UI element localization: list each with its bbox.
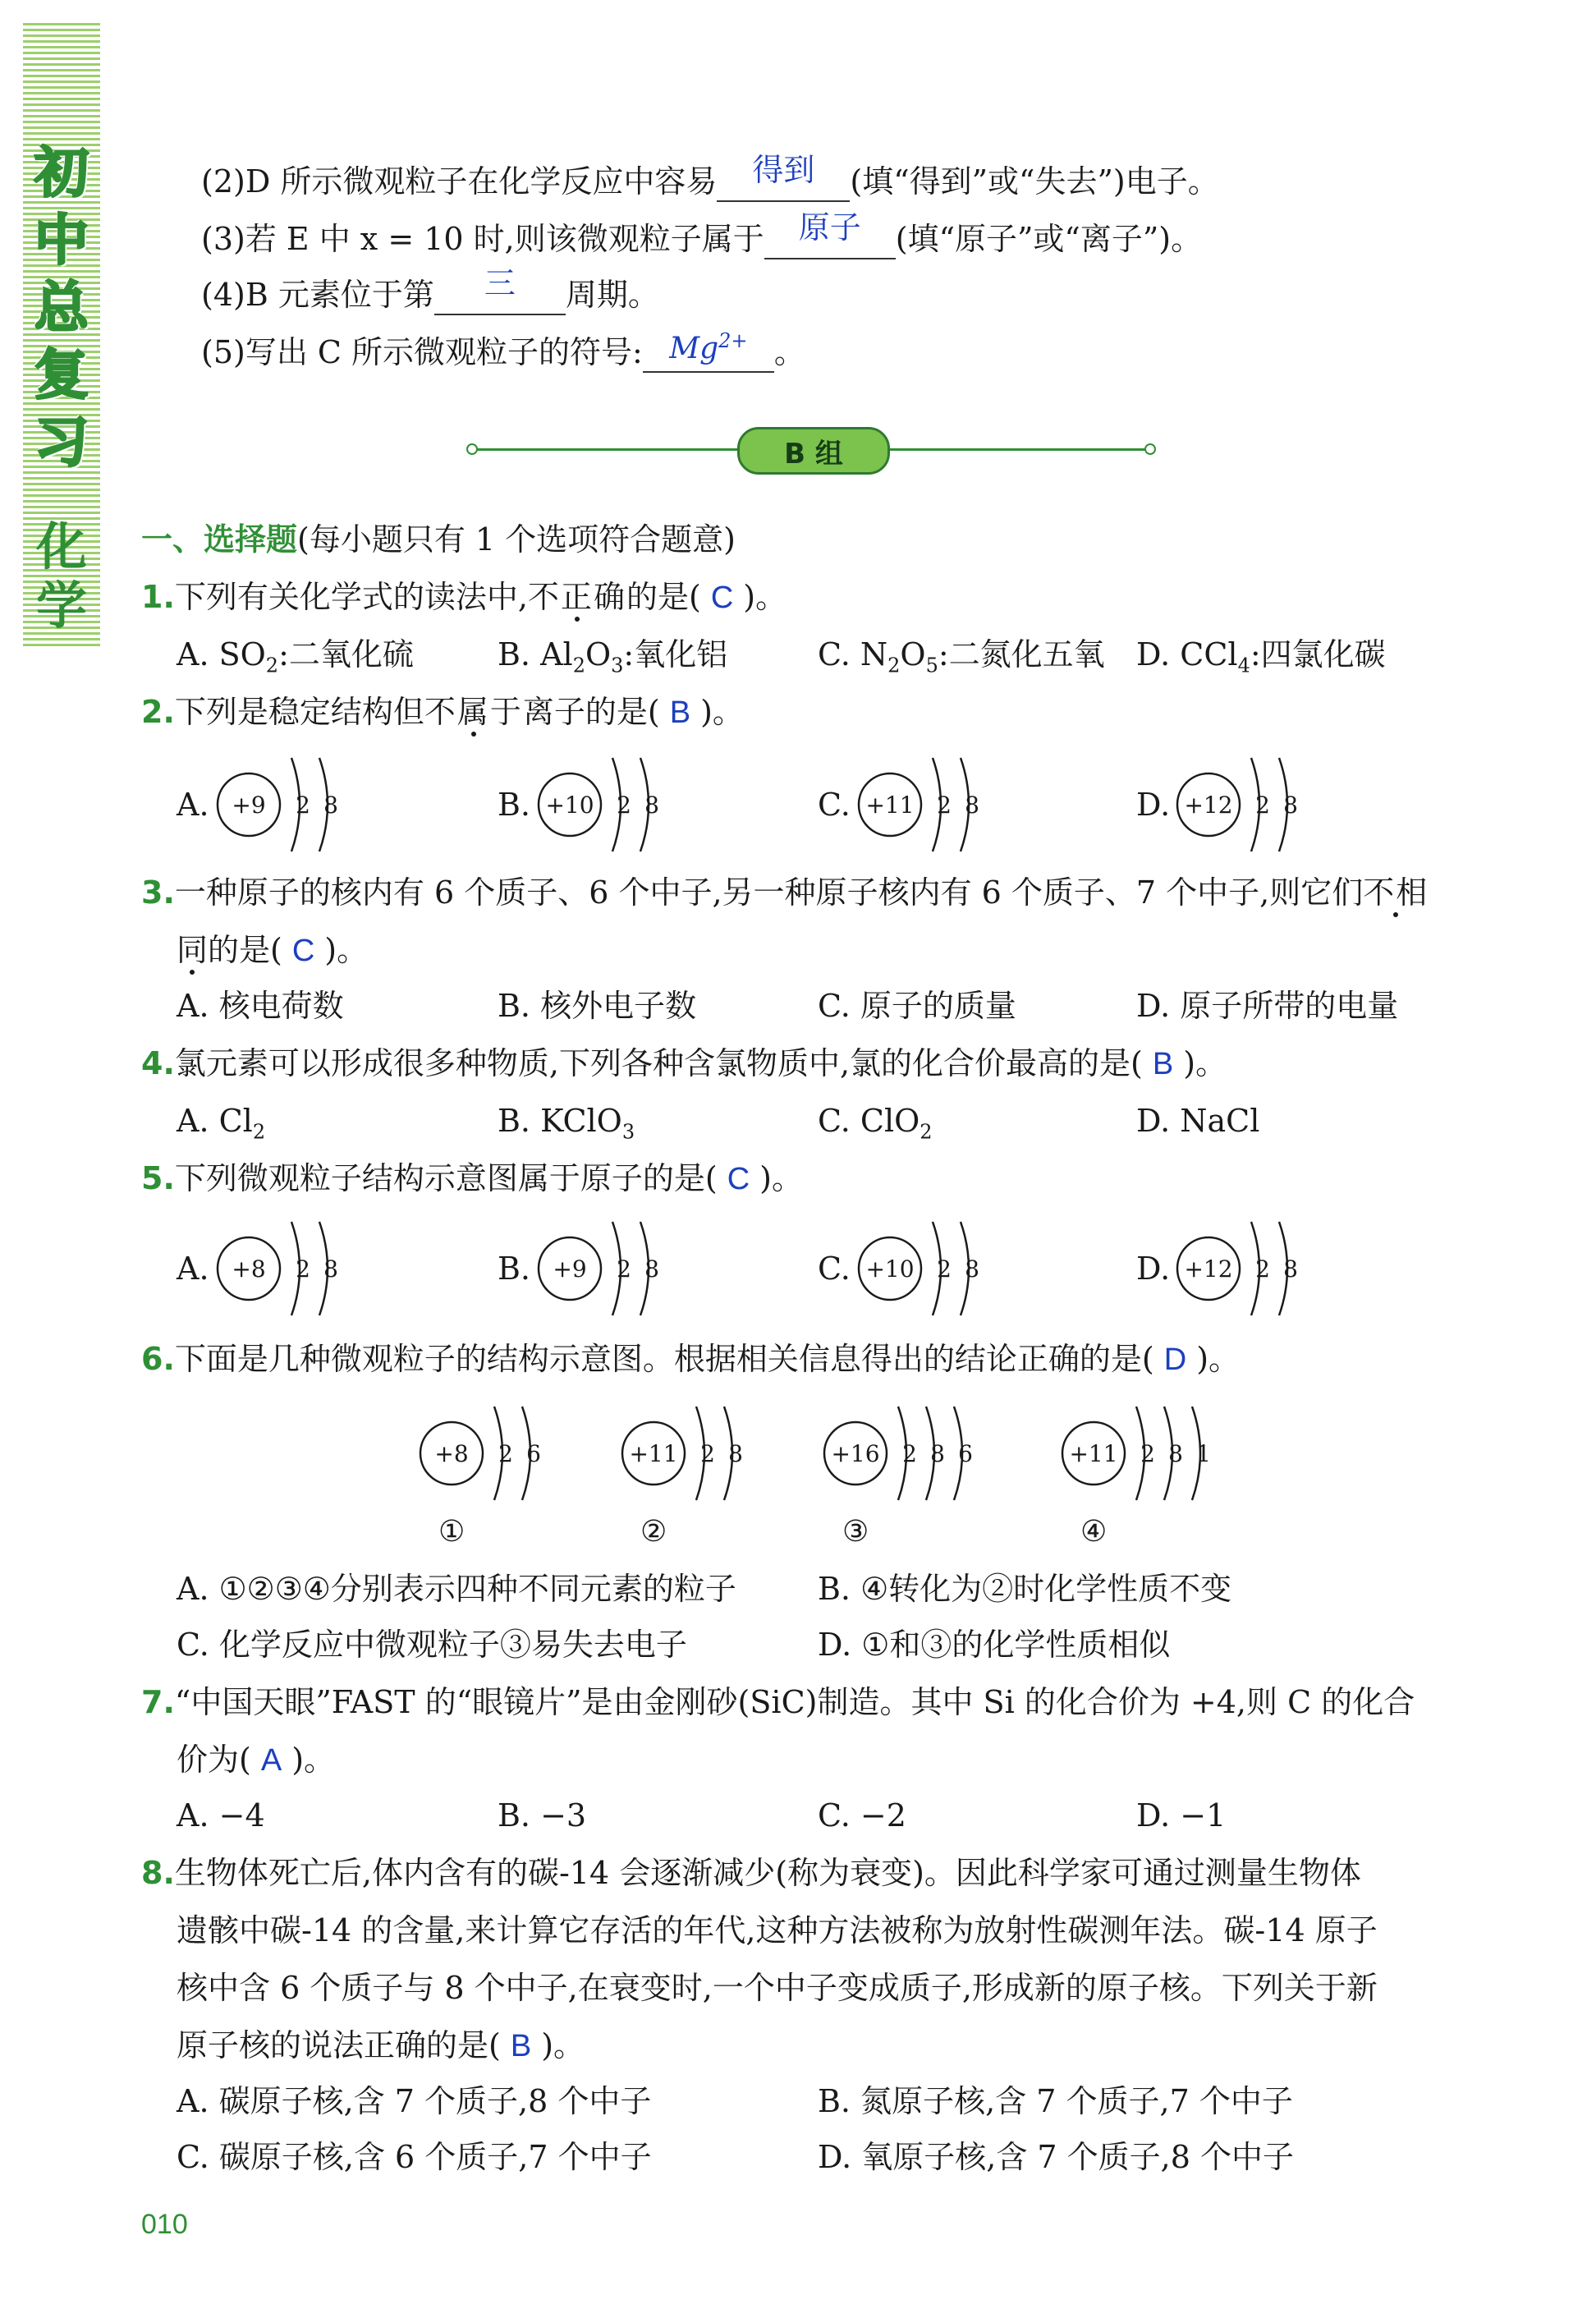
option-c: C. $N_2O_5$:二氮化五氧 bbox=[818, 636, 1105, 677]
question-8-line2: 遗骸中碳-14 的含量,来计算它存活的年代,这种方法被称为放射性碳测年法。碳-14 原子 bbox=[177, 1912, 1378, 1948]
answer-text: A bbox=[260, 1743, 282, 1778]
shell-electron-count: 2 bbox=[937, 1255, 952, 1283]
answer-text: C bbox=[710, 581, 734, 615]
shell-electron-count: 2 bbox=[498, 1440, 513, 1467]
option-b: B. 氮原子核,含 7 个质子,7 个中子 bbox=[818, 2083, 1293, 2119]
option-b: B. KClO$_3$ bbox=[498, 1103, 635, 1144]
shell-electron-count: 2 bbox=[1140, 1440, 1155, 1467]
prev-q3: (3)若 E 中 x = 10 时,则该微观粒子属于 原子 (填“原子”或“离子”)。 bbox=[201, 218, 1202, 259]
shell-electron-count: 8 bbox=[644, 792, 659, 819]
option-label: C. bbox=[818, 1251, 851, 1287]
nucleus-charge: +10 bbox=[865, 1255, 915, 1283]
answer-text: B bbox=[1152, 1047, 1174, 1081]
answer-text: C bbox=[727, 1162, 750, 1196]
shell-electron-count: 2 bbox=[700, 1440, 715, 1467]
side-title bbox=[23, 140, 100, 484]
atom-structure-diagram bbox=[855, 751, 1002, 858]
section-title: 一、选择题(每小题只有 1 个选项符合题意) bbox=[141, 521, 736, 558]
option-d: D. −1 bbox=[1136, 1797, 1227, 1834]
prev-q5: (5)写出 C 所示微观粒子的符号: $Mg^{2+}$ 。 bbox=[201, 332, 805, 373]
option-a: A. −4 bbox=[177, 1797, 265, 1834]
nucleus-charge: +9 bbox=[232, 792, 266, 819]
side-title-char: 复 bbox=[34, 343, 89, 406]
shell-electron-count: 8 bbox=[1168, 1440, 1183, 1467]
shell-electron-count: 8 bbox=[323, 792, 338, 819]
group-divider bbox=[466, 427, 1156, 473]
group-label: B 组 bbox=[737, 427, 890, 475]
option-c: C. 化学反应中微观粒子③易失去电子 bbox=[177, 1627, 687, 1663]
shell-electron-count: 2 bbox=[296, 792, 310, 819]
shell-electron-count: 8 bbox=[1283, 792, 1298, 819]
option-label: A. bbox=[177, 1251, 209, 1287]
shell-electron-count: 2 bbox=[296, 1255, 310, 1283]
question-3-cont: 同的是( C )。 bbox=[177, 929, 368, 971]
diagram-number: ③ bbox=[842, 1515, 869, 1549]
side-title-char: 初 bbox=[34, 141, 89, 204]
prev-q2: (2)D 所示微观粒子在化学反应中容易 得到 (填“得到”或“失去”)电子。 bbox=[201, 161, 1219, 202]
shell-electron-count: 8 bbox=[965, 1255, 979, 1283]
question-2: 2.下列是稳定结构但不属于离子的是( B )。 bbox=[141, 691, 744, 733]
option-d: D. 氧原子核,含 7 个质子,8 个中子 bbox=[818, 2139, 1295, 2175]
question-8-line4: 原子核的说法正确的是( B )。 bbox=[177, 2025, 585, 2067]
prev-q4: (4)B 元素位于第 三 周期。 bbox=[201, 274, 659, 315]
answer-text: 原子 bbox=[798, 211, 861, 246]
question-7-cont: 价为( A )。 bbox=[177, 1739, 335, 1781]
shell-electron-count: 8 bbox=[930, 1440, 945, 1467]
answer-text: D bbox=[1163, 1342, 1187, 1377]
shell-electron-count: 1 bbox=[1196, 1440, 1211, 1467]
side-subject-char: 化 bbox=[35, 516, 87, 576]
atom-structure-diagram bbox=[1059, 1400, 1233, 1507]
option-d: D. ①和③的化学性质相似 bbox=[818, 1627, 1171, 1663]
shell-electron-count: 2 bbox=[1255, 792, 1270, 819]
option-a: A. 核电荷数 bbox=[177, 988, 344, 1024]
shell-electron-count: 8 bbox=[1283, 1255, 1298, 1283]
question-1: 1.下列有关化学式的读法中,不正确的是( C )。 bbox=[141, 576, 787, 618]
nucleus-charge: +9 bbox=[553, 1255, 587, 1283]
atom-structure-diagram bbox=[619, 1400, 765, 1507]
answer-text: 得到 bbox=[752, 154, 815, 188]
option-d: D. NaCl bbox=[1136, 1103, 1260, 1139]
nucleus-charge: +16 bbox=[831, 1440, 880, 1467]
shell-electron-count: 8 bbox=[644, 1255, 659, 1283]
shell-electron-count: 2 bbox=[902, 1440, 917, 1467]
answer-text: B bbox=[510, 2029, 532, 2063]
divider-end bbox=[1144, 443, 1156, 455]
question-3: 3.一种原子的核内有 6 个质子、6 个中子,另一种原子核内有 6 个质子、7 个中子,则它们不相 bbox=[141, 874, 1429, 911]
option-a: A. ①②③④分别表示四种不同元素的粒子 bbox=[177, 1571, 736, 1607]
shell-electron-count: 8 bbox=[965, 792, 979, 819]
option-b: B. $Al_2O_3$:氧化铝 bbox=[498, 636, 728, 677]
nucleus-charge: +10 bbox=[545, 792, 594, 819]
option-a: A. $Cl_2$ bbox=[177, 1103, 266, 1144]
question-5: 5.下列微观粒子结构示意图属于原子的是( C )。 bbox=[141, 1158, 803, 1200]
atom-structure-diagram bbox=[535, 1215, 681, 1322]
option-c: C. 碳原子核,含 6 个质子,7 个中子 bbox=[177, 2139, 652, 2175]
shell-electron-count: 2 bbox=[937, 792, 952, 819]
atom-structure-diagram bbox=[214, 1215, 360, 1322]
page-number: 010 bbox=[141, 2209, 188, 2240]
option-label: C. bbox=[818, 787, 851, 823]
nucleus-charge: +12 bbox=[1184, 792, 1233, 819]
atom-structure-diagram bbox=[1174, 751, 1320, 858]
atom-structure-diagram bbox=[417, 1400, 563, 1507]
option-label: B. bbox=[498, 787, 531, 823]
question-6: 6.下面是几种微观粒子的结构示意图。根据相关信息得出的结论正确的是( D )。 bbox=[141, 1338, 1240, 1380]
question-8-line3: 核中含 6 个质子与 8 个中子,在衰变时,一个中子变成质子,形成新的原子核。下列关于新 bbox=[177, 1970, 1378, 2006]
nucleus-charge: +8 bbox=[434, 1440, 469, 1467]
option-b: B. 核外电子数 bbox=[498, 988, 697, 1024]
option-label: D. bbox=[1136, 787, 1171, 823]
question-4: 4.氯元素可以形成很多种物质,下列各种含氯物质中,氯的化合价最高的是( B )。 bbox=[141, 1043, 1227, 1085]
nucleus-charge: +11 bbox=[1069, 1440, 1118, 1467]
nucleus-charge: +12 bbox=[1184, 1255, 1233, 1283]
diagram-number: ④ bbox=[1080, 1515, 1108, 1549]
atom-structure-diagram bbox=[214, 751, 360, 858]
option-label: D. bbox=[1136, 1251, 1171, 1287]
option-c: C. 原子的质量 bbox=[818, 988, 1016, 1024]
answer-text: $Mg^{2+}$ bbox=[669, 329, 748, 365]
option-a: A. 碳原子核,含 7 个质子,8 个中子 bbox=[177, 2083, 652, 2119]
nucleus-charge: +11 bbox=[865, 792, 915, 819]
atom-structure-diagram bbox=[535, 751, 681, 858]
option-b: B. −3 bbox=[498, 1797, 587, 1834]
divider-end bbox=[466, 443, 478, 455]
option-d: D. CCl$_4$:四氯化碳 bbox=[1136, 636, 1386, 677]
question-8: 8.生物体死亡后,体内含有的碳-14 会逐渐减少(称为衰变)。因此科学家可通过测量生物体 bbox=[141, 1855, 1361, 1891]
option-c: C. −2 bbox=[818, 1797, 906, 1834]
atom-structure-diagram bbox=[1174, 1215, 1320, 1322]
shell-electron-count: 8 bbox=[728, 1440, 743, 1467]
shell-electron-count: 6 bbox=[958, 1440, 973, 1467]
option-label: A. bbox=[177, 787, 209, 823]
diagram-number: ② bbox=[640, 1515, 667, 1549]
question-7: 7.“中国天眼”FAST 的“眼镜片”是由金刚砂(SiC)制造。其中 Si 的化合价为 +4,则 C 的化合 bbox=[141, 1684, 1415, 1720]
answer-text: C bbox=[291, 934, 315, 968]
answer-text: 三 bbox=[484, 267, 516, 301]
shell-electron-count: 2 bbox=[617, 1255, 631, 1283]
option-a: A. $SO_2$:二氧化硫 bbox=[177, 636, 414, 677]
shell-electron-count: 8 bbox=[323, 1255, 338, 1283]
atom-structure-diagram bbox=[855, 1215, 1002, 1322]
shell-electron-count: 2 bbox=[1255, 1255, 1270, 1283]
option-d: D. 原子所带的电量 bbox=[1136, 988, 1399, 1024]
side-title-char: 总 bbox=[34, 276, 89, 339]
side-subject-char: 学 bbox=[35, 576, 87, 636]
side-title-char: 中 bbox=[34, 209, 89, 272]
shell-electron-count: 2 bbox=[617, 792, 631, 819]
option-label: B. bbox=[498, 1251, 531, 1287]
shell-electron-count: 6 bbox=[526, 1440, 541, 1467]
option-c: C. ClO$_2$ bbox=[818, 1103, 933, 1144]
option-b: B. ④转化为②时化学性质不变 bbox=[818, 1571, 1232, 1607]
nucleus-charge: +8 bbox=[232, 1255, 266, 1283]
answer-text: B bbox=[669, 695, 691, 730]
diagram-number: ① bbox=[438, 1515, 466, 1549]
side-title-char: 习 bbox=[34, 411, 89, 474]
nucleus-charge: +11 bbox=[629, 1440, 678, 1467]
atom-structure-diagram bbox=[821, 1400, 995, 1507]
side-subject bbox=[23, 517, 100, 640]
